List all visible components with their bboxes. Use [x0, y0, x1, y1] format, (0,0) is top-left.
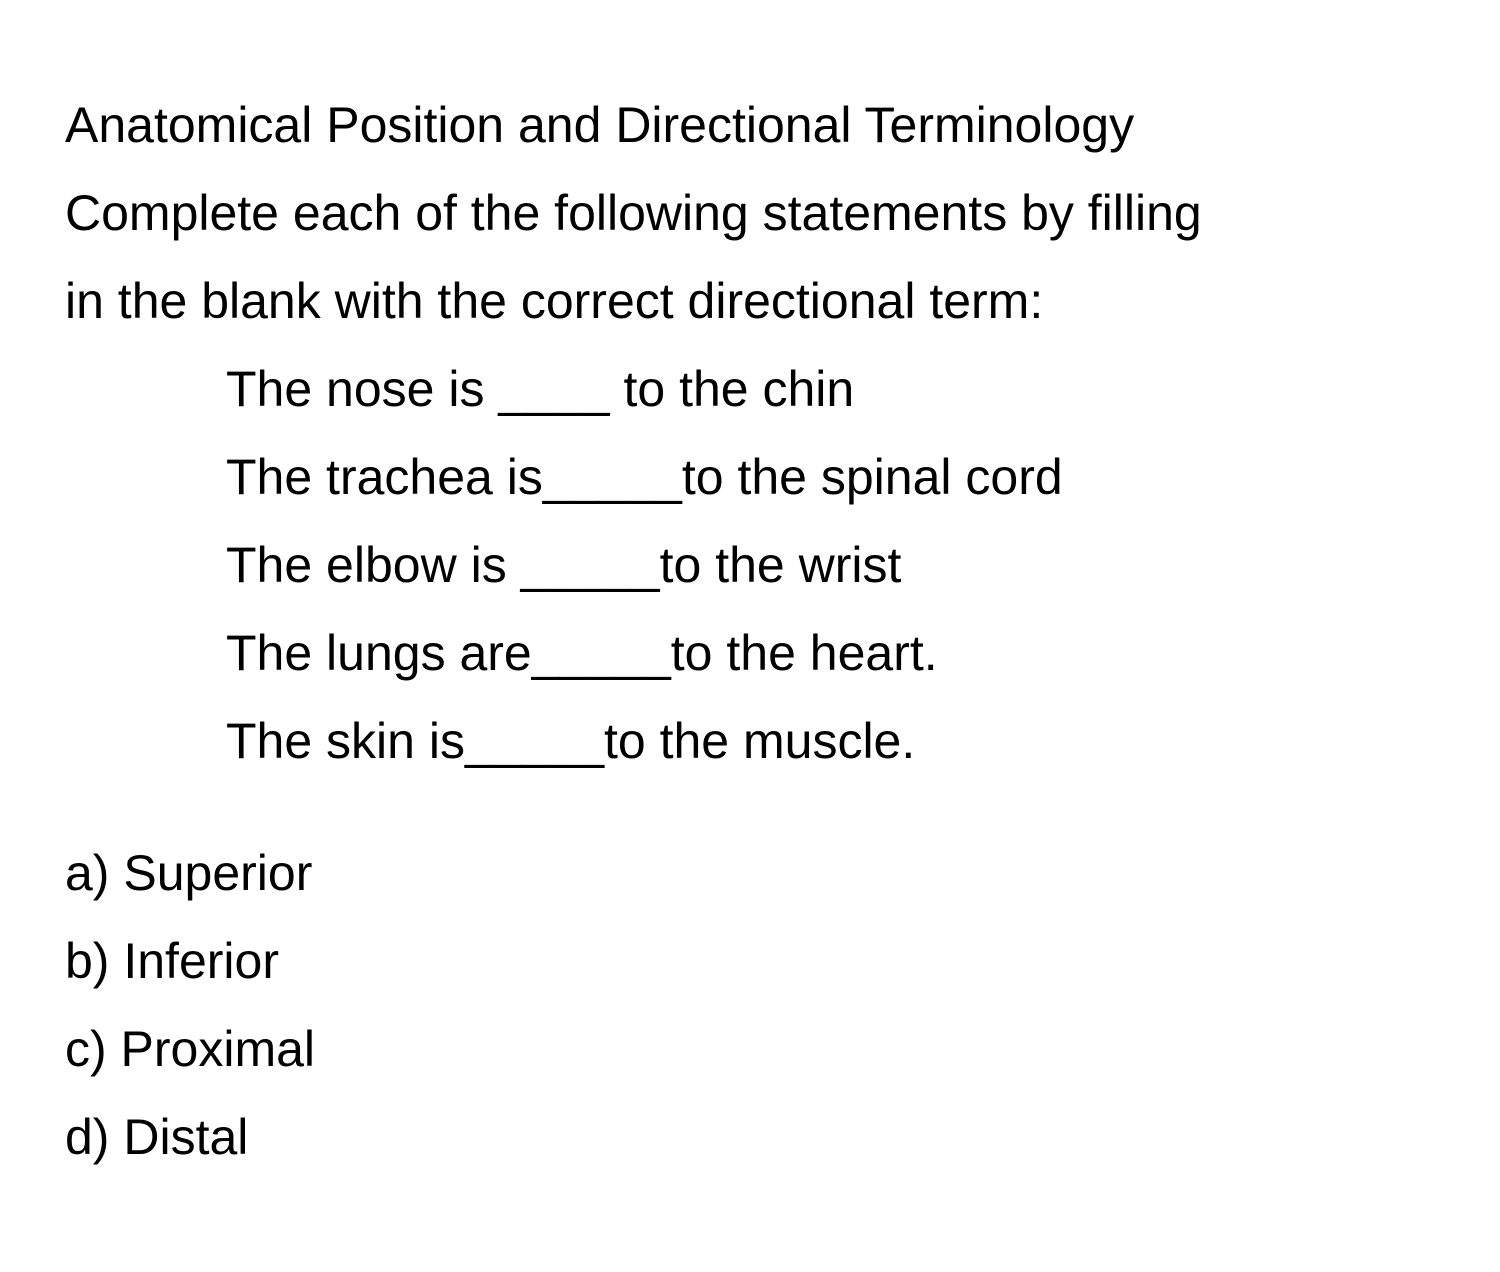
- statement-skin: The skin is_____to the muscle.: [226, 713, 916, 769]
- option-d: d) Distal: [65, 1109, 249, 1165]
- statement-trachea: The trachea is_____to the spinal cord: [226, 449, 1063, 505]
- statement-lungs: The lungs are_____to the heart.: [226, 625, 938, 681]
- statement-list: [65, 345, 1465, 785]
- section-spacer: [65, 785, 1465, 829]
- option-c: c) Proximal: [65, 1021, 316, 1077]
- option-a: a) Superior: [65, 845, 313, 901]
- worksheet: [65, 0, 1465, 1181]
- statement-nose: The nose is ____ to the chin: [226, 361, 855, 417]
- option-b: b) Inferior: [65, 933, 279, 989]
- statement-elbow: The elbow is _____to the wrist: [226, 537, 902, 593]
- instruction-line-2: in the blank with the correct directional term:: [65, 273, 1044, 329]
- answer-options: [65, 829, 1465, 1181]
- instruction-line-1: Complete each of the following statements by filling: [65, 185, 1202, 241]
- worksheet-title: Anatomical Position and Directional Terminology: [65, 97, 1135, 153]
